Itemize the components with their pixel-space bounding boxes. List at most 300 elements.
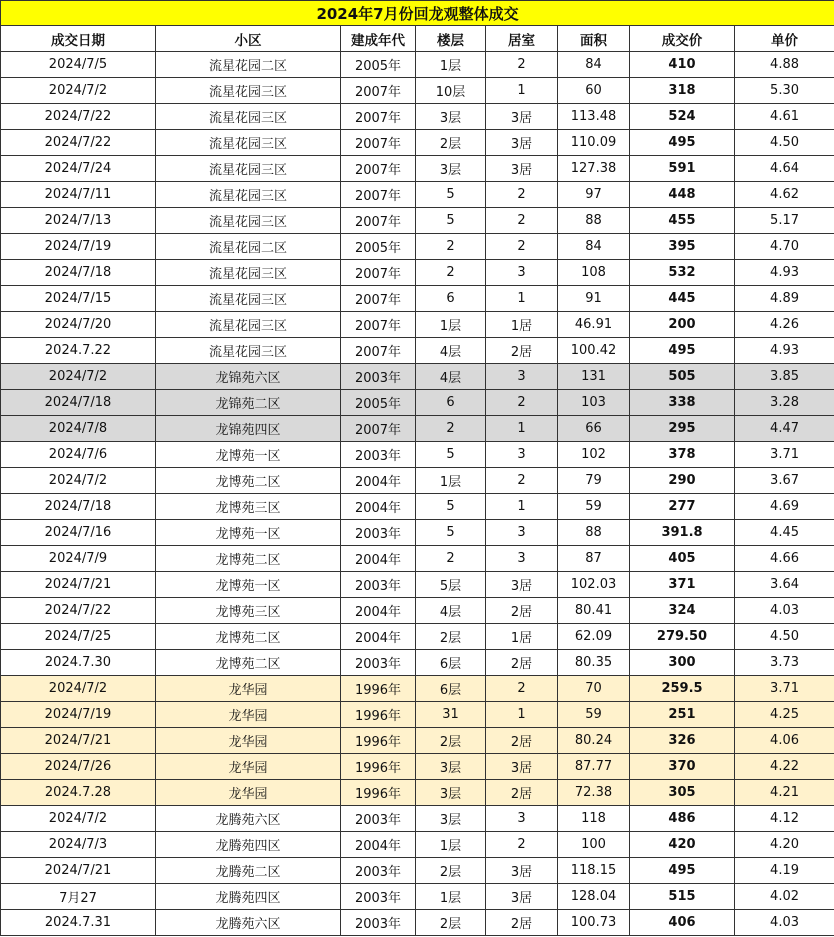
cell-unit-price: 4.19 <box>735 858 834 884</box>
cell-rooms: 3居 <box>486 754 558 780</box>
cell-price: 591 <box>630 156 735 182</box>
cell-rooms: 3居 <box>486 572 558 598</box>
cell-area: 91 <box>558 286 630 312</box>
cell-price: 495 <box>630 338 735 364</box>
cell-price: 326 <box>630 728 735 754</box>
table-row <box>1 364 834 390</box>
cell-unit-price: 4.93 <box>735 260 834 286</box>
cell-community: 流星花园三区 <box>156 156 341 182</box>
cell-date: 2024/7/18 <box>1 494 156 520</box>
cell-unit-price: 4.03 <box>735 910 834 936</box>
cell-year: 2004年 <box>341 598 416 624</box>
cell-price: 371 <box>630 572 735 598</box>
cell-price: 515 <box>630 884 735 910</box>
cell-community: 龙腾苑六区 <box>156 910 341 936</box>
cell-date: 2024/7/5 <box>1 52 156 78</box>
cell-unit-price: 4.02 <box>735 884 834 910</box>
cell-rooms: 3居 <box>486 104 558 130</box>
cell-date: 2024/7/24 <box>1 156 156 182</box>
cell-area: 70 <box>558 676 630 702</box>
cell-date: 2024/7/9 <box>1 546 156 572</box>
cell-community: 龙博苑一区 <box>156 442 341 468</box>
cell-date: 2024/7/2 <box>1 676 156 702</box>
cell-area: 110.09 <box>558 130 630 156</box>
cell-price: 259.5 <box>630 676 735 702</box>
cell-unit-price: 4.50 <box>735 624 834 650</box>
cell-price: 338 <box>630 390 735 416</box>
cell-rooms: 1 <box>486 78 558 104</box>
cell-year: 2004年 <box>341 494 416 520</box>
cell-area: 80.41 <box>558 598 630 624</box>
cell-price: 505 <box>630 364 735 390</box>
table-row <box>1 260 834 286</box>
table-row <box>1 702 834 728</box>
cell-date: 2024/7/21 <box>1 858 156 884</box>
cell-floor: 6 <box>416 390 486 416</box>
cell-year: 2003年 <box>341 572 416 598</box>
cell-area: 72.38 <box>558 780 630 806</box>
cell-date: 2024/7/25 <box>1 624 156 650</box>
cell-community: 流星花园二区 <box>156 234 341 260</box>
cell-date: 2024/7/13 <box>1 208 156 234</box>
cell-year: 2004年 <box>341 624 416 650</box>
cell-floor: 4层 <box>416 598 486 624</box>
cell-area: 108 <box>558 260 630 286</box>
cell-rooms: 2 <box>486 182 558 208</box>
cell-community: 流星花园三区 <box>156 208 341 234</box>
cell-date: 2024/7/16 <box>1 520 156 546</box>
cell-community: 龙博苑一区 <box>156 520 341 546</box>
cell-floor: 2层 <box>416 728 486 754</box>
cell-community: 流星花园三区 <box>156 182 341 208</box>
cell-unit-price: 5.30 <box>735 78 834 104</box>
cell-community: 龙博苑二区 <box>156 624 341 650</box>
header-rooms: 居室 <box>486 26 558 52</box>
cell-price: 524 <box>630 104 735 130</box>
cell-rooms: 2 <box>486 52 558 78</box>
cell-date: 2024/7/3 <box>1 832 156 858</box>
cell-price: 455 <box>630 208 735 234</box>
cell-year: 1996年 <box>341 702 416 728</box>
cell-year: 2007年 <box>341 156 416 182</box>
cell-unit-price: 4.47 <box>735 416 834 442</box>
cell-unit-price: 5.17 <box>735 208 834 234</box>
cell-price: 324 <box>630 598 735 624</box>
cell-rooms: 1居 <box>486 312 558 338</box>
cell-unit-price: 3.28 <box>735 390 834 416</box>
cell-area: 79 <box>558 468 630 494</box>
cell-unit-price: 4.89 <box>735 286 834 312</box>
cell-date: 2024/7/19 <box>1 702 156 728</box>
cell-area: 84 <box>558 52 630 78</box>
cell-unit-price: 3.64 <box>735 572 834 598</box>
cell-year: 2003年 <box>341 364 416 390</box>
header-floor: 楼层 <box>416 26 486 52</box>
cell-date: 2024/7/11 <box>1 182 156 208</box>
table-row <box>1 312 834 338</box>
cell-community: 龙腾苑六区 <box>156 806 341 832</box>
cell-date: 2024/7/2 <box>1 468 156 494</box>
cell-floor: 1层 <box>416 52 486 78</box>
table-row <box>1 676 834 702</box>
table-row <box>1 104 834 130</box>
table-row <box>1 286 834 312</box>
cell-price: 277 <box>630 494 735 520</box>
cell-area: 100.73 <box>558 910 630 936</box>
cell-floor: 2层 <box>416 910 486 936</box>
cell-unit-price: 4.12 <box>735 806 834 832</box>
cell-area: 128.04 <box>558 884 630 910</box>
cell-year: 1996年 <box>341 754 416 780</box>
cell-year: 1996年 <box>341 728 416 754</box>
header-price: 成交价 <box>630 26 735 52</box>
cell-floor: 2层 <box>416 130 486 156</box>
cell-floor: 5 <box>416 208 486 234</box>
cell-community: 龙华园 <box>156 728 341 754</box>
cell-year: 1996年 <box>341 676 416 702</box>
cell-year: 2007年 <box>341 182 416 208</box>
cell-price: 251 <box>630 702 735 728</box>
cell-rooms: 3居 <box>486 156 558 182</box>
cell-unit-price: 3.85 <box>735 364 834 390</box>
cell-area: 84 <box>558 234 630 260</box>
cell-area: 62.09 <box>558 624 630 650</box>
cell-rooms: 1 <box>486 416 558 442</box>
cell-price: 318 <box>630 78 735 104</box>
cell-unit-price: 4.64 <box>735 156 834 182</box>
table-row <box>1 520 834 546</box>
cell-rooms: 1居 <box>486 624 558 650</box>
table-row <box>1 416 834 442</box>
cell-unit-price: 3.71 <box>735 676 834 702</box>
cell-year: 2003年 <box>341 442 416 468</box>
cell-price: 279.50 <box>630 624 735 650</box>
cell-floor: 2层 <box>416 858 486 884</box>
cell-area: 80.24 <box>558 728 630 754</box>
header-date: 成交日期 <box>1 26 156 52</box>
cell-rooms: 2居 <box>486 650 558 676</box>
cell-date: 2024.7.22 <box>1 338 156 364</box>
cell-community: 流星花园二区 <box>156 52 341 78</box>
table-row <box>1 832 834 858</box>
cell-unit-price: 4.66 <box>735 546 834 572</box>
cell-date: 2024/7/6 <box>1 442 156 468</box>
cell-community: 龙腾苑二区 <box>156 858 341 884</box>
cell-area: 127.38 <box>558 156 630 182</box>
table-row <box>1 208 834 234</box>
table-row <box>1 390 834 416</box>
cell-floor: 3层 <box>416 806 486 832</box>
cell-area: 113.48 <box>558 104 630 130</box>
cell-price: 200 <box>630 312 735 338</box>
cell-area: 100.42 <box>558 338 630 364</box>
cell-year: 2007年 <box>341 260 416 286</box>
cell-unit-price: 4.20 <box>735 832 834 858</box>
cell-unit-price: 4.69 <box>735 494 834 520</box>
table-row <box>1 884 834 910</box>
cell-price: 486 <box>630 806 735 832</box>
cell-unit-price: 4.50 <box>735 130 834 156</box>
cell-area: 100 <box>558 832 630 858</box>
cell-floor: 2 <box>416 416 486 442</box>
cell-rooms: 2 <box>486 234 558 260</box>
table-row <box>1 442 834 468</box>
cell-date: 2024/7/18 <box>1 260 156 286</box>
table-row <box>1 858 834 884</box>
cell-rooms: 3 <box>486 806 558 832</box>
cell-floor: 2 <box>416 546 486 572</box>
table-row <box>1 806 834 832</box>
cell-floor: 2 <box>416 260 486 286</box>
cell-area: 97 <box>558 182 630 208</box>
cell-price: 448 <box>630 182 735 208</box>
table-row <box>1 78 834 104</box>
cell-price: 395 <box>630 234 735 260</box>
cell-area: 118.15 <box>558 858 630 884</box>
cell-price: 405 <box>630 546 735 572</box>
cell-rooms: 3 <box>486 520 558 546</box>
cell-community: 龙锦苑六区 <box>156 364 341 390</box>
cell-year: 2003年 <box>341 884 416 910</box>
cell-community: 流星花园三区 <box>156 104 341 130</box>
cell-year: 2005年 <box>341 390 416 416</box>
cell-price: 391.8 <box>630 520 735 546</box>
table-row <box>1 728 834 754</box>
cell-floor: 3层 <box>416 104 486 130</box>
cell-floor: 10层 <box>416 78 486 104</box>
cell-community: 流星花园三区 <box>156 260 341 286</box>
cell-rooms: 2居 <box>486 910 558 936</box>
header-area: 面积 <box>558 26 630 52</box>
cell-unit-price: 4.25 <box>735 702 834 728</box>
cell-floor: 3层 <box>416 754 486 780</box>
cell-year: 2007年 <box>341 338 416 364</box>
cell-price: 378 <box>630 442 735 468</box>
header-year: 建成年代 <box>341 26 416 52</box>
header-unit-price: 单价 <box>735 26 834 52</box>
cell-date: 2024/7/21 <box>1 572 156 598</box>
cell-unit-price: 4.88 <box>735 52 834 78</box>
table-row <box>1 130 834 156</box>
table-row <box>1 598 834 624</box>
cell-year: 2005年 <box>341 52 416 78</box>
cell-year: 2004年 <box>341 468 416 494</box>
table-row <box>1 546 834 572</box>
cell-area: 131 <box>558 364 630 390</box>
cell-price: 410 <box>630 52 735 78</box>
cell-year: 1996年 <box>341 780 416 806</box>
cell-area: 103 <box>558 390 630 416</box>
cell-rooms: 1 <box>486 702 558 728</box>
cell-unit-price: 3.67 <box>735 468 834 494</box>
cell-date: 2024/7/2 <box>1 806 156 832</box>
cell-community: 龙华园 <box>156 754 341 780</box>
cell-rooms: 2居 <box>486 598 558 624</box>
cell-date: 2024/7/8 <box>1 416 156 442</box>
cell-price: 495 <box>630 858 735 884</box>
cell-date: 2024/7/22 <box>1 104 156 130</box>
table-row <box>1 156 834 182</box>
cell-unit-price: 4.45 <box>735 520 834 546</box>
cell-date: 2024/7/20 <box>1 312 156 338</box>
cell-floor: 5 <box>416 494 486 520</box>
table-title: 2024年7月份回龙观整体成交 <box>1 1 834 26</box>
cell-year: 2007年 <box>341 208 416 234</box>
cell-date: 2024.7.28 <box>1 780 156 806</box>
table-row <box>1 910 834 936</box>
cell-date: 7月27 <box>1 884 156 910</box>
cell-floor: 5 <box>416 442 486 468</box>
cell-unit-price: 3.71 <box>735 442 834 468</box>
cell-price: 532 <box>630 260 735 286</box>
cell-price: 300 <box>630 650 735 676</box>
table-row <box>1 624 834 650</box>
cell-unit-price: 4.61 <box>735 104 834 130</box>
cell-price: 420 <box>630 832 735 858</box>
cell-rooms: 3 <box>486 364 558 390</box>
cell-area: 87 <box>558 546 630 572</box>
cell-rooms: 3 <box>486 260 558 286</box>
cell-unit-price: 4.06 <box>735 728 834 754</box>
cell-rooms: 1 <box>486 494 558 520</box>
cell-rooms: 2 <box>486 208 558 234</box>
cell-area: 88 <box>558 208 630 234</box>
cell-floor: 2 <box>416 234 486 260</box>
cell-floor: 1层 <box>416 468 486 494</box>
cell-date: 2024.7.31 <box>1 910 156 936</box>
cell-rooms: 3 <box>486 442 558 468</box>
cell-date: 2024/7/2 <box>1 78 156 104</box>
cell-year: 2007年 <box>341 416 416 442</box>
cell-rooms: 2 <box>486 468 558 494</box>
cell-community: 龙锦苑二区 <box>156 390 341 416</box>
cell-community: 流星花园三区 <box>156 78 341 104</box>
cell-community: 龙博苑二区 <box>156 546 341 572</box>
cell-year: 2005年 <box>341 234 416 260</box>
table-row <box>1 52 834 78</box>
table-row <box>1 754 834 780</box>
cell-community: 龙锦苑四区 <box>156 416 341 442</box>
cell-date: 2024/7/2 <box>1 364 156 390</box>
table-row <box>1 234 834 260</box>
cell-rooms: 2 <box>486 676 558 702</box>
cell-date: 2024/7/15 <box>1 286 156 312</box>
cell-year: 2003年 <box>341 858 416 884</box>
cell-community: 流星花园三区 <box>156 338 341 364</box>
cell-year: 2003年 <box>341 520 416 546</box>
cell-floor: 6层 <box>416 650 486 676</box>
cell-price: 305 <box>630 780 735 806</box>
header-row <box>1 26 834 52</box>
cell-floor: 4层 <box>416 338 486 364</box>
table-row <box>1 572 834 598</box>
cell-community: 龙华园 <box>156 780 341 806</box>
cell-area: 102.03 <box>558 572 630 598</box>
cell-community: 龙博苑三区 <box>156 494 341 520</box>
cell-date: 2024/7/26 <box>1 754 156 780</box>
cell-community: 龙博苑三区 <box>156 598 341 624</box>
cell-rooms: 1 <box>486 286 558 312</box>
cell-community: 流星花园三区 <box>156 130 341 156</box>
header-community: 小区 <box>156 26 341 52</box>
table-row <box>1 468 834 494</box>
table-body <box>1 52 834 936</box>
cell-area: 88 <box>558 520 630 546</box>
table-row <box>1 780 834 806</box>
cell-area: 87.77 <box>558 754 630 780</box>
cell-area: 66 <box>558 416 630 442</box>
cell-rooms: 2 <box>486 390 558 416</box>
cell-price: 295 <box>630 416 735 442</box>
cell-rooms: 2居 <box>486 728 558 754</box>
cell-year: 2007年 <box>341 130 416 156</box>
cell-rooms: 3 <box>486 546 558 572</box>
cell-floor: 1层 <box>416 312 486 338</box>
title-row <box>1 1 834 26</box>
table-row <box>1 338 834 364</box>
cell-community: 龙腾苑四区 <box>156 832 341 858</box>
cell-year: 2007年 <box>341 104 416 130</box>
cell-rooms: 2 <box>486 832 558 858</box>
cell-price: 370 <box>630 754 735 780</box>
cell-community: 流星花园三区 <box>156 286 341 312</box>
cell-year: 2003年 <box>341 650 416 676</box>
cell-unit-price: 4.26 <box>735 312 834 338</box>
cell-floor: 5层 <box>416 572 486 598</box>
table-row <box>1 494 834 520</box>
cell-floor: 1层 <box>416 884 486 910</box>
cell-date: 2024/7/22 <box>1 130 156 156</box>
cell-area: 59 <box>558 494 630 520</box>
cell-price: 406 <box>630 910 735 936</box>
cell-unit-price: 4.21 <box>735 780 834 806</box>
cell-year: 2007年 <box>341 312 416 338</box>
cell-area: 102 <box>558 442 630 468</box>
cell-floor: 3层 <box>416 780 486 806</box>
cell-area: 46.91 <box>558 312 630 338</box>
cell-price: 445 <box>630 286 735 312</box>
cell-rooms: 3居 <box>486 130 558 156</box>
cell-price: 290 <box>630 468 735 494</box>
cell-date: 2024/7/19 <box>1 234 156 260</box>
cell-year: 2003年 <box>341 910 416 936</box>
cell-rooms: 2居 <box>486 338 558 364</box>
cell-community: 流星花园三区 <box>156 312 341 338</box>
cell-unit-price: 4.22 <box>735 754 834 780</box>
cell-year: 2007年 <box>341 78 416 104</box>
cell-unit-price: 3.73 <box>735 650 834 676</box>
cell-floor: 5 <box>416 520 486 546</box>
cell-community: 龙华园 <box>156 702 341 728</box>
cell-year: 2007年 <box>341 286 416 312</box>
cell-floor: 6 <box>416 286 486 312</box>
cell-year: 2003年 <box>341 806 416 832</box>
cell-price: 495 <box>630 130 735 156</box>
cell-area: 60 <box>558 78 630 104</box>
cell-community: 龙博苑二区 <box>156 468 341 494</box>
cell-floor: 4层 <box>416 364 486 390</box>
cell-floor: 1层 <box>416 832 486 858</box>
table-row <box>1 650 834 676</box>
cell-date: 2024/7/21 <box>1 728 156 754</box>
cell-floor: 5 <box>416 182 486 208</box>
cell-community: 龙腾苑四区 <box>156 884 341 910</box>
cell-floor: 31 <box>416 702 486 728</box>
cell-floor: 3层 <box>416 156 486 182</box>
cell-unit-price: 4.03 <box>735 598 834 624</box>
cell-unit-price: 4.93 <box>735 338 834 364</box>
cell-rooms: 3居 <box>486 884 558 910</box>
